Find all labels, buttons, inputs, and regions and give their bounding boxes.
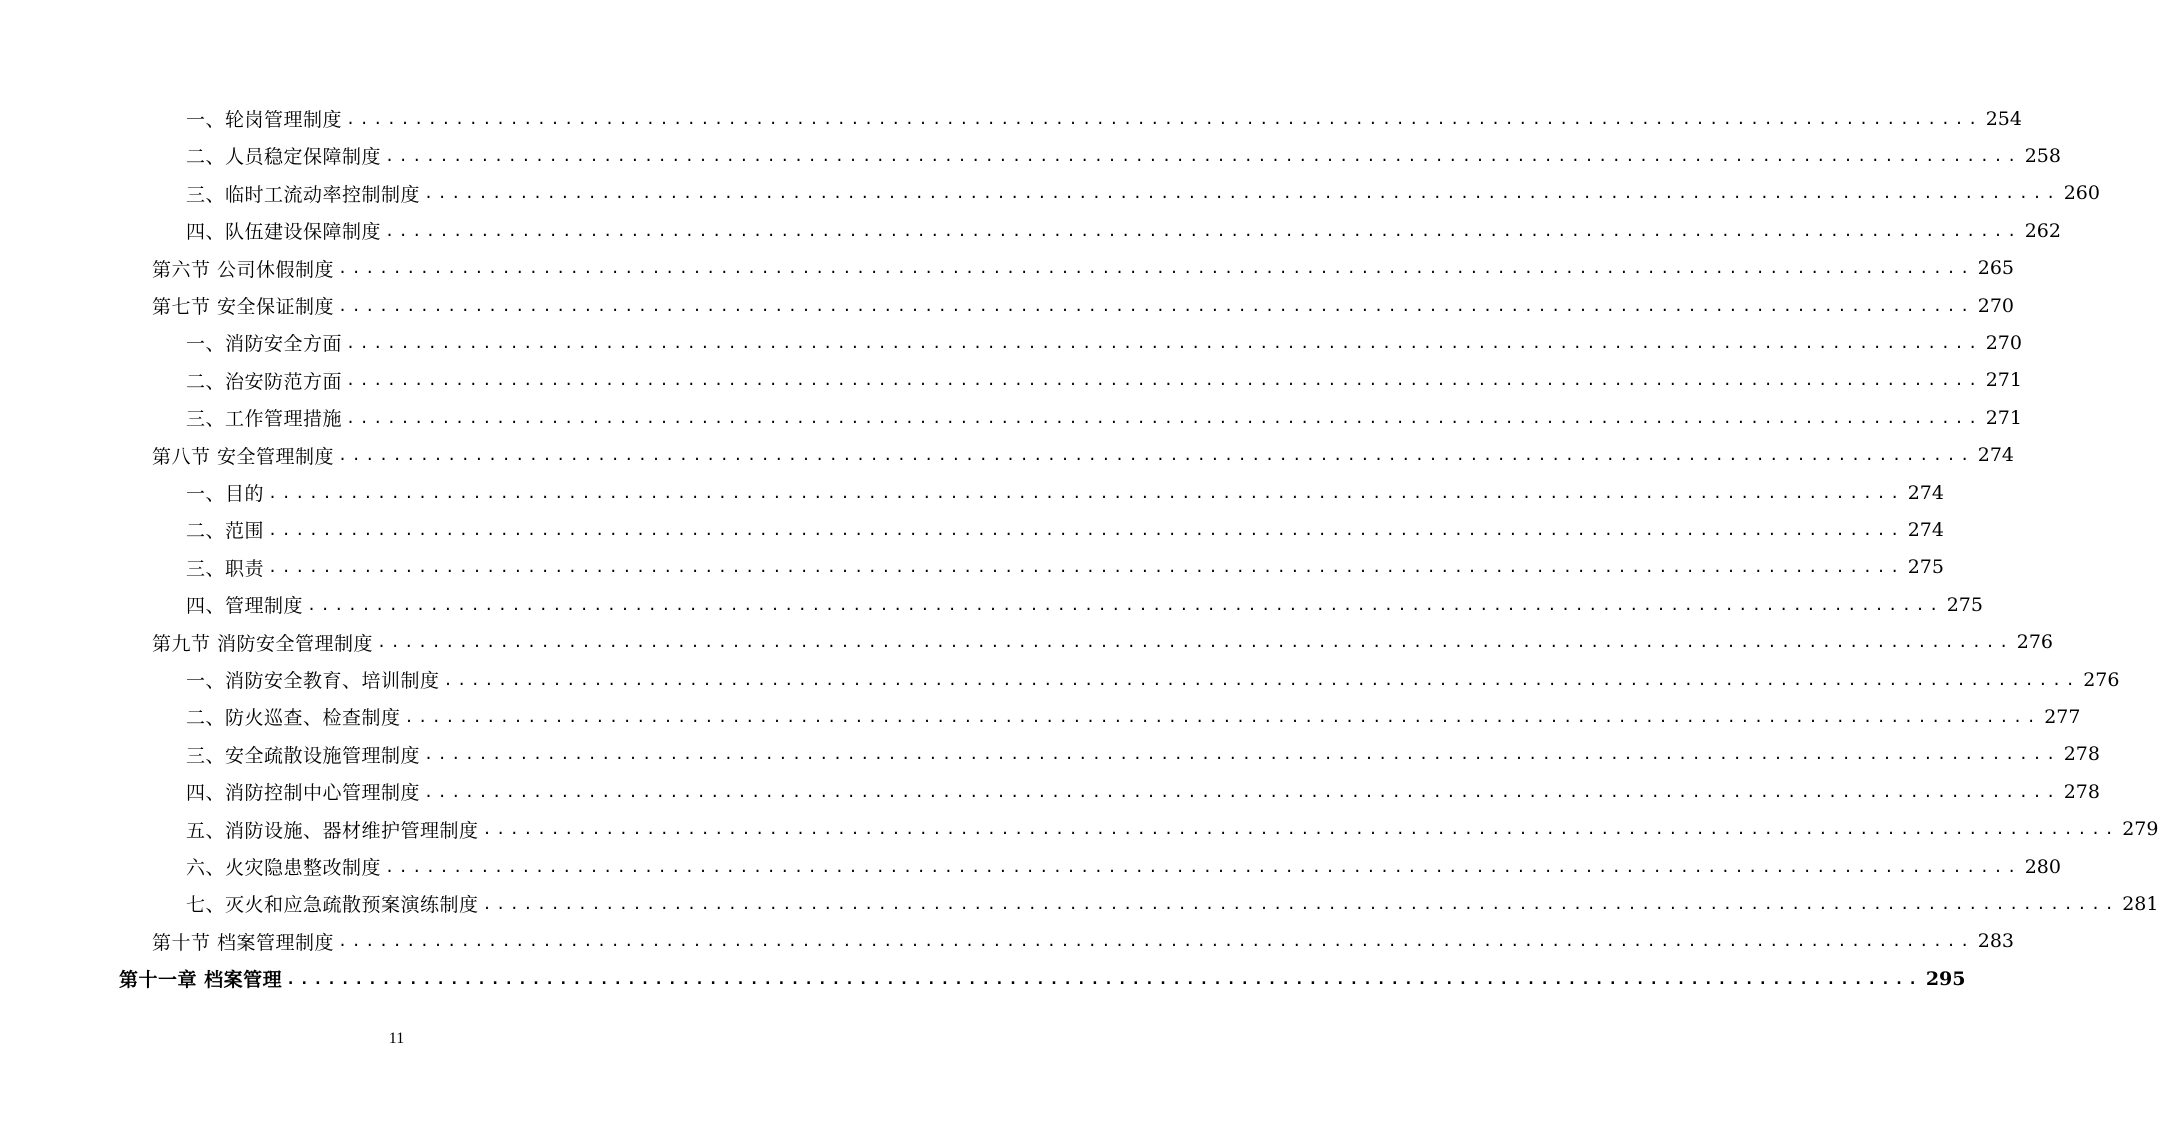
toc-entry-page: 278 [2063, 780, 2100, 803]
toc-entry[interactable] [186, 848, 2061, 885]
toc-leader-dots: ........................................................................................................................ [404, 707, 2041, 726]
toc-entry-page: 265 [1977, 257, 2015, 280]
toc-entry-label: 一、消防安全方面 [186, 333, 343, 356]
toc-entry[interactable] [186, 549, 1944, 586]
toc-leader-dots: ........................................................................................................................ [424, 745, 2060, 764]
toc-entry[interactable] [186, 773, 2100, 810]
toc-entry-page: 254 [1985, 107, 2022, 130]
toc-entry-label: 一、目的 [186, 483, 265, 505]
page-number: 11 [388, 1030, 405, 1047]
toc-leader-dots: ........................................................................................................................ [338, 932, 1974, 951]
toc-entry[interactable] [186, 137, 2061, 174]
toc-leader-dots: ........................................................................................................................ [346, 371, 1982, 390]
toc-entry-label: 六、火灾隐患整改制度 [186, 857, 382, 879]
toc-entry[interactable] [186, 736, 2100, 773]
toc-leader-dots: ........................................................................................................................ [385, 146, 2021, 165]
toc-leader-dots: ........................................................................................................................ [346, 333, 1982, 352]
toc-leader-dots: ........................................................................................................................ [385, 857, 2021, 876]
toc-entry-label: 二、防火巡查、检查制度 [186, 707, 401, 730]
toc-entry-page: 277 [2044, 705, 2081, 728]
toc-entry[interactable] [186, 399, 2022, 436]
toc-entry-label: 第十一章 档案管理 [119, 969, 283, 992]
toc-leader-dots: ........................................................................................................................ [346, 109, 1982, 128]
toc-entry-page: 281 [2122, 892, 2158, 915]
toc-entry[interactable] [186, 212, 2061, 249]
toc-entry-label: 一、轮岗管理制度 [186, 109, 343, 131]
toc-entry[interactable] [186, 175, 2100, 212]
toc-entry-label: 二、治安防范方面 [186, 370, 343, 393]
toc-entry[interactable] [186, 100, 2022, 137]
toc-entry[interactable] [152, 624, 2054, 661]
toc-entry-page: 276 [2016, 631, 2054, 654]
toc-entry[interactable] [186, 362, 2022, 399]
toc-leader-dots: ........................................................................................................................ [268, 558, 1904, 577]
toc-entry[interactable] [152, 923, 2015, 960]
toc-entry[interactable] [186, 324, 2022, 361]
toc-entry-label: 五、消防设施、器材维护管理制度 [186, 819, 479, 842]
toc-entry-page: 275 [1907, 556, 1944, 579]
toc-entry-label: 第九节 消防安全管理制度 [152, 632, 374, 655]
toc-entry-label: 三、职责 [186, 557, 265, 580]
toc-entry-page: 279 [2122, 818, 2158, 841]
toc-leader-dots: ........................................................................................................................ [443, 670, 2080, 689]
toc-entry[interactable] [186, 511, 1944, 548]
toc-leader-dots: ........................................................................................................................ [424, 184, 2060, 203]
toc-leader-dots: ........................................................................................................................ [338, 296, 1974, 315]
toc-leader-dots: ........................................................................................................................ [268, 483, 1904, 502]
toc-entry-page: 262 [2024, 219, 2061, 242]
toc-leader-dots: ........................................................................................................................ [268, 520, 1904, 539]
toc-entry-page: 270 [1985, 331, 2022, 354]
toc-entry-page: 278 [2063, 743, 2100, 766]
toc-leader-dots: ........................................................................................................................ [346, 408, 1982, 427]
toc-entry-page: 280 [2024, 855, 2061, 878]
toc-entry[interactable] [152, 287, 2015, 324]
toc-entry[interactable] [152, 250, 2015, 287]
toc-leader-dots: ........................................................................................................................ [377, 633, 2013, 652]
toc-entry-page: 283 [1977, 930, 2015, 953]
toc-leader-dots: ........................................................................................................................ [424, 782, 2060, 801]
toc-entry-page: 258 [2024, 144, 2061, 167]
toc-entry-page: 260 [2063, 182, 2100, 205]
toc-entry[interactable] [186, 661, 2120, 698]
toc-entry-label: 一、消防安全教育、培训制度 [186, 670, 440, 692]
toc-entry-label: 四、管理制度 [186, 595, 304, 618]
toc-leader-dots: ........................................................................................................................ [385, 221, 2021, 240]
toc-entry-page: 271 [1985, 406, 2022, 429]
toc-entry-label: 三、安全疏散设施管理制度 [186, 744, 421, 767]
toc-entry-label: 第六节 公司休假制度 [152, 258, 335, 281]
toc-entry-page: 274 [1907, 518, 1944, 541]
toc-entry[interactable] [152, 437, 2015, 474]
toc-entry-label: 七、灭火和应急疏散预案演练制度 [186, 894, 479, 917]
toc-entry-label: 三、工作管理措施 [186, 408, 343, 431]
toc-leader-dots: ........................................................................................................................ [482, 894, 2119, 913]
toc-entry-page: 271 [1985, 369, 2022, 392]
toc-entry-page: 295 [1925, 967, 1966, 990]
toc-entry-label: 二、范围 [186, 520, 265, 543]
toc-entry[interactable] [119, 960, 1966, 997]
toc-entry-label: 第七节 安全保证制度 [152, 296, 335, 318]
toc-entry-page: 270 [1977, 294, 2015, 317]
toc-entry-label: 第八节 安全管理制度 [152, 445, 335, 468]
toc-leader-dots: ........................................................................................................................ [307, 595, 1943, 614]
toc-leader-dots: ........................................................................................................................ [482, 820, 2119, 839]
toc-entry[interactable] [186, 586, 1983, 623]
toc-entry-label: 二、人员稳定保障制度 [186, 146, 382, 169]
toc-entry-page: 275 [1946, 593, 1983, 616]
toc-leader-dots: ........................................................................................................................ [338, 259, 1974, 278]
toc-entry[interactable] [186, 885, 2158, 922]
toc-entry-label: 四、队伍建设保障制度 [186, 221, 382, 244]
toc-entry-page: 274 [1977, 444, 2015, 467]
toc-entry-label: 第十节 档案管理制度 [152, 931, 335, 954]
toc-entry-label: 三、临时工流动率控制制度 [186, 183, 421, 206]
toc-entry[interactable] [186, 811, 2158, 848]
toc-entry-page: 274 [1907, 481, 1944, 504]
toc-entry[interactable] [186, 474, 1944, 511]
toc-entry[interactable] [186, 698, 2081, 735]
toc-entry-label: 四、消防控制中心管理制度 [186, 782, 421, 805]
toc-leader-dots: ........................................................................................................................ [286, 969, 1922, 988]
toc-entry-page: 276 [2083, 668, 2120, 691]
toc-leader-dots: ........................................................................................................................ [338, 446, 1974, 465]
